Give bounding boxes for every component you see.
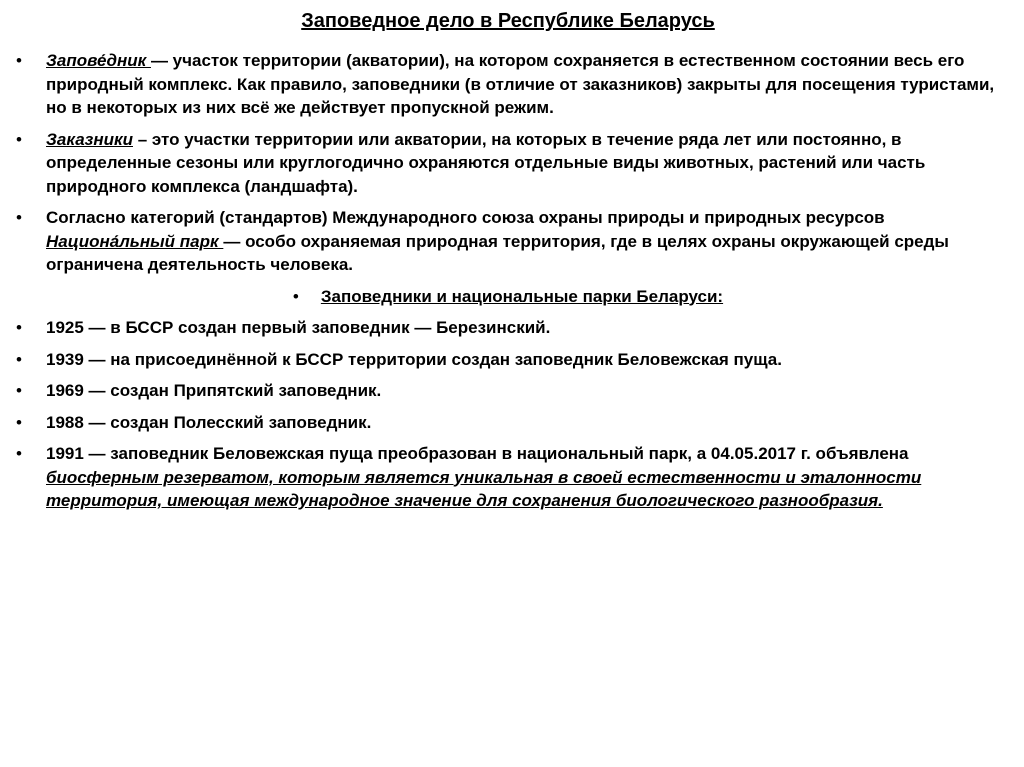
term-national-park: Национа́льный парк [46,231,224,251]
list-item-zakazniki [12,128,1004,199]
bullet-icon: • [16,412,22,432]
event-1969: 1969 — создан Припятский заповедник. [46,381,382,400]
term-zapovednik: Запове́дник [46,51,151,70]
event-1991: 1991 — заповедник Беловежская пуща преобразован в национальный парк, а 04.05.2017 г. объявлена [46,444,909,463]
list-item-national-park [12,206,1004,277]
list-item-1939 [12,348,1004,372]
bullet-list [12,49,1004,513]
bullet-icon: • [292,286,299,306]
bullet-icon: • [16,51,22,70]
term-zakazniki: Заказники [46,129,133,149]
bullet-icon: • [16,129,22,149]
bullet-icon: • [16,349,22,369]
reserves-heading: Заповедники и национальные парки Беларуси: [320,286,724,306]
event-1925: 1925 — в БССР создан первый заповедник — Березинский. [46,318,551,337]
event-1939: 1939 — на присоединённой к БССР территории создан заповедник Беловежская пуща. [46,349,782,369]
biosphere-reserve-text: биосферным резерватом, которым является уникальная в своей естественности и эталонности территория, имеющая международное значение для сохранения биологического разнообразия. [46,467,922,510]
definition-zakazniki: – это участки территории или акватории, на которых в течение ряда лет или постоянно, в определенные сезоны или круглогодично охраняются отдельные виды животных, растений или часть природного комплекса (ландшафта). [46,129,926,196]
list-item-1969 [12,379,1004,403]
definition-zapovednik: — участок территории (акватории), на котором сохраняется в естественном состоянии весь его природный комплекс. Как правило, заповедники (в отличие от заказников) закрыты для посещения туристами, но в некоторых из них всё же действует пропускной режим. [46,51,995,117]
list-heading-reserves [12,285,1004,309]
bullet-icon: • [16,208,22,227]
bullet-icon: • [16,381,22,400]
list-item-1925 [12,316,1004,340]
definition-national-park: — особо охраняемая природная территория, где в целях охраны окружающей среды ограничена деятельность человека. [46,231,949,274]
bullet-icon: • [16,444,22,463]
bullet-icon: • [16,318,22,337]
event-1988: 1988 — создан Полесский заповедник. [46,412,372,432]
list-item-1991 [12,442,1004,513]
list-item-zapovednik [12,49,1004,120]
national-park-intro: Согласно категорий (стандартов) Международного союза охраны природы и природных ресурсов [46,208,885,227]
slide-title: Заповедное дело в Республике Беларусь [301,10,715,32]
list-item-1988 [12,411,1004,435]
